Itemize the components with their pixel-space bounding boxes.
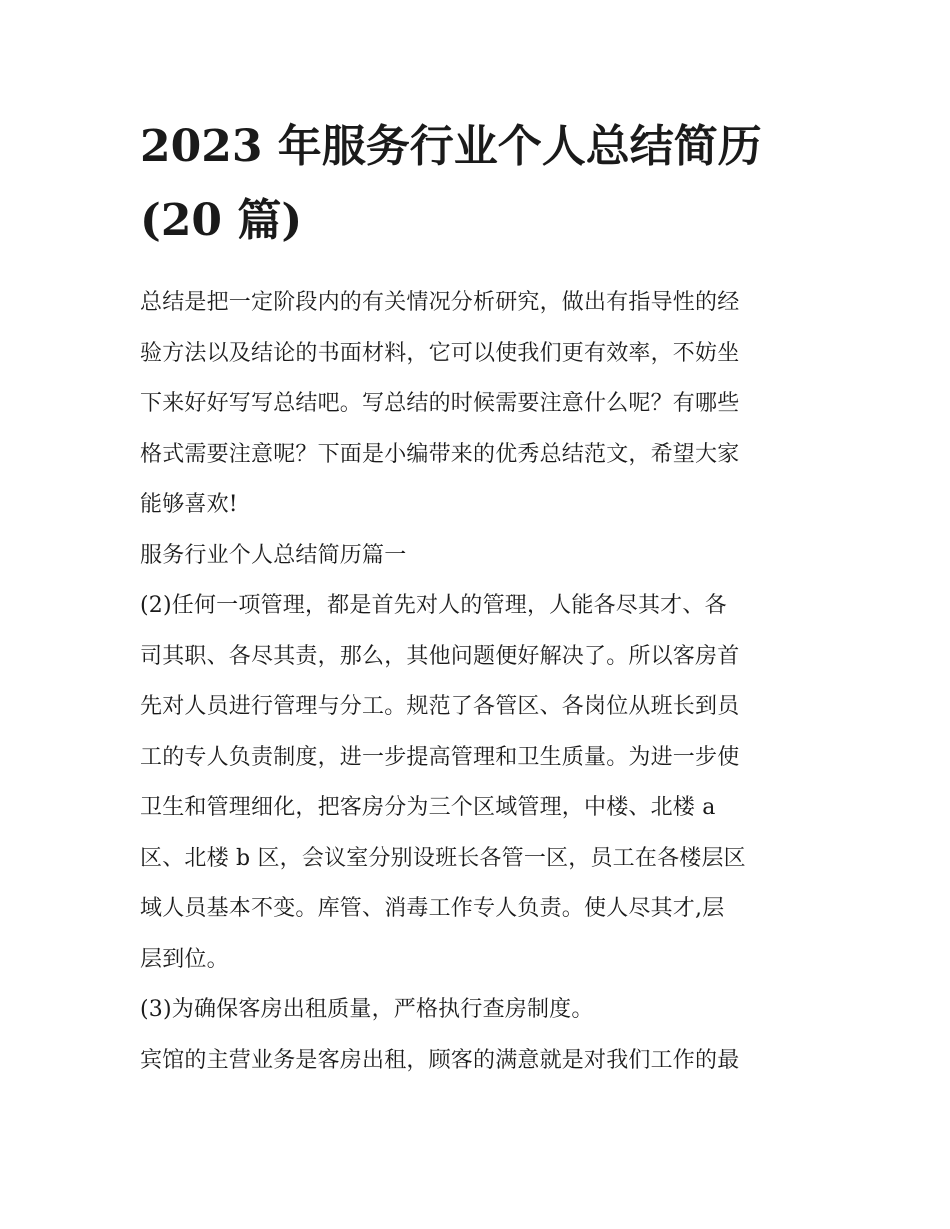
title-line-2: (20 篇)	[140, 195, 303, 246]
intro-line: 总结是把一定阶段内的有关情况分析研究，做出有指导性的经	[140, 290, 740, 315]
title-line-1: 2023 年服务行业个人总结简历	[140, 121, 762, 172]
body-line: 先对人员进行管理与分工。规范了各管区、各岗位从班长到员	[140, 694, 740, 719]
intro-paragraph	[140, 278, 812, 531]
intro-line: 能够喜欢!	[140, 492, 238, 517]
body-line: 区、北楼 b 区，会议室分别设班长各管一区，员工在各楼层区	[140, 845, 746, 871]
document-title	[140, 110, 812, 258]
body-line: 宾馆的主营业务是客房出租，顾客的满意就是对我们工作的最	[140, 1047, 740, 1073]
body-line: 卫生和管理细化，把客房分为三个区域管理，中楼、北楼 a	[140, 795, 716, 820]
document-page	[140, 110, 812, 1086]
intro-line: 验方法以及结论的书面材料，它可以使我们更有效率，不妨坐	[140, 340, 740, 366]
body-paragraphs	[140, 581, 812, 1086]
body-line: (2)任何一项管理，都是首先对人的管理，人能各尽其才、各	[140, 593, 727, 618]
body-line: 工的专人负责制度，进一步提高管理和卫生质量。为进一步使	[140, 744, 740, 770]
body-line: 层到位。	[140, 946, 229, 972]
intro-line: 格式需要注意呢？下面是小编带来的优秀总结范文，希望大家	[140, 441, 740, 467]
body-line: 司其职、各尽其责，那么，其他问题便好解决了。所以客房首	[140, 643, 740, 669]
intro-line: 下来好好写写总结吧。写总结的时候需要注意什么呢？有哪些	[140, 391, 740, 416]
body-line: 域人员基本不变。库管、消毒工作专人负责。使人尽其才,层	[140, 896, 725, 921]
body-line: (3)为确保客房出租质量，严格执行查房制度。	[140, 997, 594, 1022]
section-heading: 服务行业个人总结简历篇一	[140, 542, 407, 568]
